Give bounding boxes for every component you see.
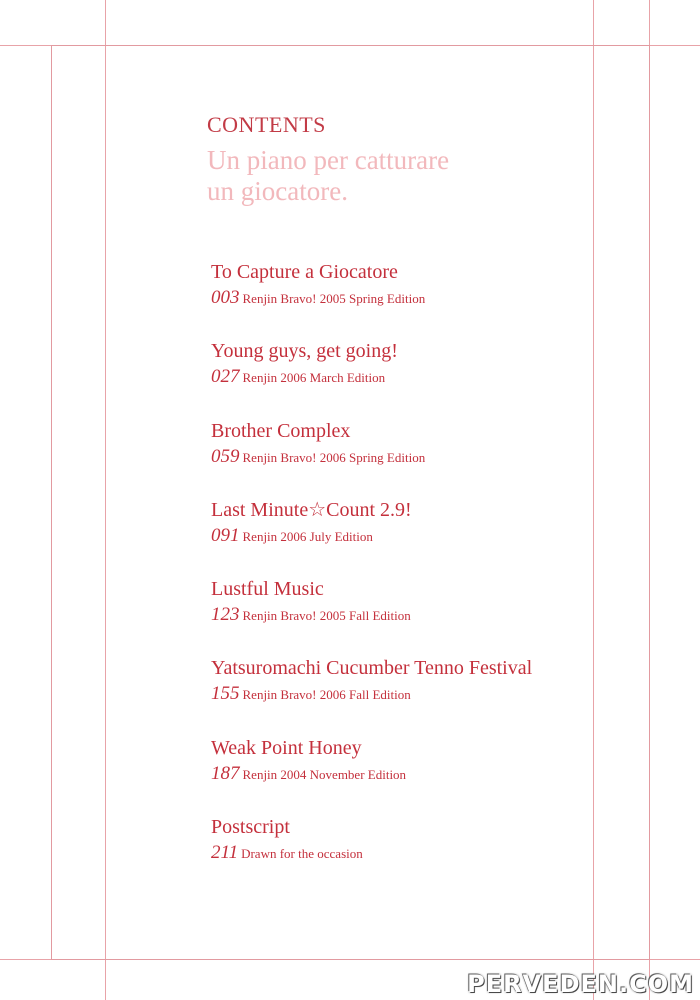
entry-page-number: 003 (211, 287, 240, 308)
entry-page-number: 187 (211, 762, 240, 784)
contents-entry (211, 814, 631, 893)
entry-page-number: 059 (211, 445, 240, 467)
entry-source: Drawn for the occasion (241, 846, 363, 862)
entry-source: Renjin Bravo! 2005 Spring Edition (242, 291, 426, 306)
entry-meta (211, 366, 631, 388)
subtitle-line: Un piano per catturare (207, 145, 450, 175)
entry-title: Young guys, get going! (211, 340, 398, 363)
entry-source: Renjin 2006 March Edition (242, 370, 386, 386)
entry-title: Postscript (211, 816, 290, 839)
entry-source: Renjin 2006 July Edition (242, 528, 373, 544)
entry-source: Renjin Bravo! 2006 Spring Edition (242, 449, 426, 465)
contents-entry (211, 655, 631, 734)
subtitle-line: un giocatore. (207, 176, 348, 206)
contents-entry (211, 259, 631, 338)
entry-title: Brother Complex (211, 419, 351, 442)
contents-entry (211, 735, 631, 814)
watermark: PERVEDEN.COM (467, 970, 694, 998)
entry-source: Renjin Bravo! 2006 Fall Edition (242, 687, 411, 703)
entry-meta (211, 763, 631, 785)
entry-page-number: 155 (211, 683, 240, 705)
entry-meta (211, 683, 631, 705)
entry-page-number: 027 (211, 366, 240, 388)
entry-source: Renjin Bravo! 2005 Fall Edition (242, 608, 411, 624)
entry-meta (211, 842, 631, 864)
entry-meta (211, 287, 631, 309)
entry-page-number: 091 (211, 524, 240, 546)
entry-meta (211, 604, 631, 626)
contents-entry (211, 418, 631, 497)
contents-entry (211, 338, 631, 417)
contents-entry (211, 497, 631, 576)
entry-title: To Capture a Giocatore (211, 261, 398, 283)
subtitle (207, 145, 449, 207)
entry-meta (211, 446, 631, 468)
entry-meta (211, 525, 631, 547)
entry-title: Lustful Music (211, 578, 324, 601)
contents-heading: CONTENTS (207, 112, 326, 137)
contents-entry (211, 576, 631, 655)
entry-title: Last Minute☆Count 2.9! (211, 498, 412, 521)
entry-page-number: 211 (211, 842, 239, 864)
contents-list (211, 259, 631, 893)
entry-page-number: 123 (211, 604, 240, 626)
entry-title: Weak Point Honey (211, 736, 362, 759)
entry-source: Renjin 2004 November Edition (242, 766, 407, 782)
entry-title: Yatsuromachi Cucumber Tenno Festival (211, 657, 533, 680)
